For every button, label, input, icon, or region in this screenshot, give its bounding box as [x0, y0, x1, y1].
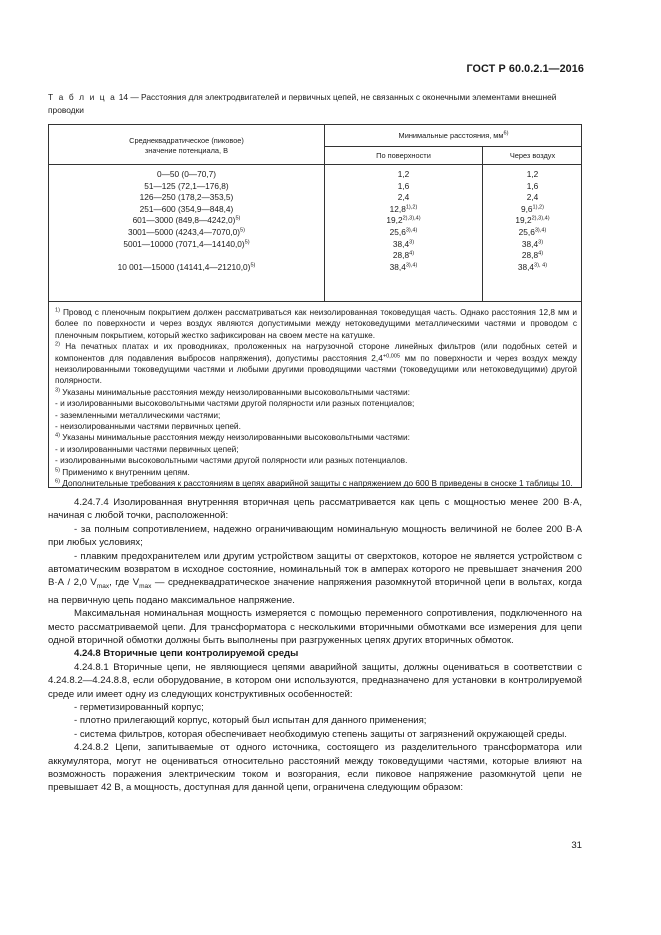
cell-voltage-footnote: 5): [250, 262, 256, 269]
cell-surface: [325, 227, 482, 238]
cell-voltage: [49, 262, 324, 273]
note-5-marker: 5): [55, 467, 60, 474]
cell-surface-value: 25,6: [389, 227, 406, 237]
cell-voltage-value: 51—125 (72,1—176,8): [144, 180, 229, 191]
paragraph-4-24-8-1: 4.24.8.1 Вторичные цепи, не являющиеся цепями аварийной защиты, должны оцениваться в соответствии с 4.24.8.2—4.24.8.8, если оборудование, в котором они используются, предназначено для установки в контролируемой среде или имеет одну из следующих конструктивных особенностей:: [48, 661, 582, 700]
note-2-text-a: На печатных платах и их проводниках, проложенных на нагрузочной стороне линейных фильтров (или подобных сетей и компонентов для подавления выбросов напряжения), допустимы расстояния 2,4: [55, 341, 577, 363]
cell-air-footnote: 3),4): [534, 227, 547, 234]
cell-air-value: 2,4: [526, 192, 539, 203]
note-5-text: Применимо к внутренним цепям.: [62, 466, 190, 477]
cell-voltage-value: 5001—10000 (7071,4—14140,0): [123, 238, 245, 249]
note-4-text: Указаны минимальные расстояния между неизолированными высоковольтными частями:: [62, 432, 410, 443]
cell-air: [483, 250, 582, 261]
cell-air-value: 38,4: [521, 238, 539, 249]
cell-air-value: 25,6: [518, 227, 535, 237]
note-1-text: Провод с пленочным покрытием должен рассматриваться как неизолированная токоведущая часть. Однако расстояния 12,8 мм и более по поверхности и через воздух являются допустимыми между нетоковедущими металлическими частями и проводом с пленочным покрытием, который жестко зафиксирован на своем месте на катушке.: [55, 307, 577, 340]
paragraph-4-24-7-4: 4.24.7.4 Изолированная внутренняя вторичная цепь рассматривается как цепь с мощностью менее 200 В·А, начиная с любой точки, расположенной:: [48, 497, 582, 522]
cell-air-value: 28,8: [521, 250, 539, 261]
fuse-text-a: - плавким предохранителем или другим устройством защиты от сверхтоков, которое не является устройством с автоматическим возвратом в исходное состояние, номинальный ток в амперах которого не превышает значения 200 В·А / 2,0 V: [48, 550, 582, 589]
cell-surface-value: 2,4: [397, 192, 410, 203]
cell-air: [483, 204, 582, 215]
cell-surface: [325, 262, 482, 273]
cell-surface-value: 12,8: [389, 203, 406, 214]
cell-surface-footnote: 1),2): [405, 204, 418, 211]
list-item-fuse: [48, 550, 582, 608]
note-4-marker: 4): [55, 432, 60, 439]
cell-surface-value: 38,4: [392, 238, 410, 249]
col-voltage-header: [49, 136, 324, 156]
cell-voltage-value: 3001—5000 (4243,4—7070,0): [127, 227, 241, 237]
cell-surface: [325, 192, 482, 203]
page-number: 31: [571, 840, 582, 851]
cell-surface-value: 38,4: [389, 261, 406, 272]
cell-surface-footnote: 3),4): [405, 262, 418, 269]
cell-voltage: [49, 239, 324, 250]
list-item-sealed: - герметизированный корпус;: [74, 702, 204, 713]
cell-voltage-footnote: 5): [240, 227, 246, 234]
cell-air-value: 1,6: [526, 180, 539, 191]
fuse-text-b: , где V: [109, 577, 140, 589]
note-6-text: Дополнительные требования к расстояниям в цепях аварийной защиты с напряжением до 600 В приведены в сноске 1 таблицы 10.: [62, 478, 573, 489]
section-heading-4-24-8: 4.24.8 Вторичные цепи контролируемой среды: [74, 648, 299, 660]
cell-surface: [325, 215, 482, 226]
table-caption-label: Т а б л и ц а: [48, 92, 117, 102]
col-voltage-header-line1: Среднеквадратическое (пиковое): [129, 136, 244, 145]
cell-voltage-footnote: 5): [235, 215, 241, 222]
paragraph-max-power: Максимальная номинальная мощность измеряется с помощью переменного сопротивления, подключенного на место рассматриваемой цепи. Для трансформатора с несколькими вторичными обмотками все измерения для цепи одной вторичной обмотки должны быть выполнены при разгруженных цепях других вторичных обмоток.: [48, 608, 582, 646]
cell-air-footnote: 3): [538, 239, 544, 246]
note-2: [55, 341, 577, 387]
cell-voltage-value: 126—250 (178,2—353,5): [139, 192, 234, 203]
note-4-item-2: - изолированными высоковольтными частями другой полярности или разных потенциалов.: [55, 455, 408, 466]
cell-surface-value: 1,2: [397, 169, 410, 179]
cell-surface: [325, 169, 482, 180]
cell-air-footnote: 2),3),4): [531, 215, 550, 222]
cell-surface-value: 1,6: [397, 180, 410, 191]
cell-voltage: [49, 204, 324, 215]
cell-voltage: [49, 192, 324, 203]
cell-surface: [325, 250, 482, 261]
cell-voltage-value: 601—3000 (849,8—4242,0): [132, 215, 236, 226]
note-2-tolerance: +0,005: [382, 353, 401, 360]
cell-voltage-footnote: 5): [244, 239, 250, 246]
note-6: [55, 478, 577, 489]
note-2-text-b: мм по поверхности и через воздух между неизолированными токоведущими частями и любыми другими проводящими частями (токоведущими или нетоковедущими) другой полярности.: [55, 352, 577, 386]
col-group-header: [325, 131, 582, 141]
cell-air: [483, 227, 582, 238]
col-surface-header: По поверхности: [376, 151, 431, 160]
cell-air: [483, 215, 582, 226]
list-item-impedance: - за полным сопротивлением, надежно ограничивающим номинальную мощность величиной не более 200 В·А при любых условиях;: [48, 523, 582, 549]
cell-surface-footnote: 4): [409, 250, 415, 257]
cell-surface: [325, 239, 482, 250]
note-4-item-1: - и изолированными частями первичных цепей;: [55, 443, 239, 454]
cell-voltage: [49, 227, 324, 238]
cell-air-footnote: 1),2): [532, 204, 545, 211]
cell-air: [483, 239, 582, 250]
cell-surface-footnote: 3): [409, 239, 415, 246]
note-2-marker: 2): [55, 341, 60, 348]
cell-surface-footnote: 2),3),4): [402, 215, 421, 222]
note-5: [55, 467, 577, 478]
table-caption-text: 14 — Расстояния для электродвигателей и первичных цепей, не связанных с оконечными элементами внешней проводки: [48, 92, 557, 115]
col-group-header-sup: 6): [503, 130, 509, 137]
cell-air: [483, 192, 582, 203]
cell-surface: [325, 204, 482, 215]
note-3-item-3: - неизолированными частями первичных цепей.: [55, 421, 241, 432]
note-1-marker: 1): [55, 307, 60, 314]
table-caption: [48, 91, 588, 116]
cell-voltage-value: 10 001—15000 (14141,4—21210,0): [117, 261, 251, 272]
fuse-vmax-sub-2: max: [139, 583, 152, 591]
cell-air-value: 1,2: [526, 169, 539, 179]
note-3-text: Указаны минимальные расстояния между неизолированными высоковольтными частями:: [62, 386, 410, 397]
note-3-marker: 3): [55, 387, 60, 394]
fuse-vmax-sub-1: max: [96, 583, 110, 591]
cell-air-value: 38,4: [517, 261, 535, 272]
cell-surface: [325, 181, 482, 192]
note-3: [55, 387, 577, 398]
fuse-text-c: — среднеквадратическое значение напряжения разомкнутой вторичной цепи в вольтах, когда на первичную цепь подано максимальное напряжение.: [48, 577, 582, 606]
body-text: [48, 496, 582, 795]
cell-voltage: [49, 181, 324, 192]
note-3-item-2: - заземленными металлическими частями;: [55, 409, 221, 420]
cell-surface-footnote: 3),4): [405, 227, 418, 234]
cell-air-footnote: 4): [538, 250, 544, 257]
table-notes: [55, 307, 577, 490]
cell-voltage-value: 0—50 (0—70,7): [156, 169, 217, 179]
cell-air: [483, 169, 582, 180]
cell-voltage: [49, 169, 324, 180]
note-6-marker: 6): [55, 478, 60, 485]
note-4: [55, 432, 577, 443]
col-voltage-header-line2: значение потенциала, В: [144, 146, 229, 155]
col-air-header: Через воздух: [509, 151, 556, 160]
cell-voltage-value: 251—600 (354,9—848,4): [139, 203, 234, 214]
cell-surface-value: 19,2: [386, 215, 403, 226]
cell-air-value: 19,2: [515, 215, 532, 226]
cell-air: [483, 181, 582, 192]
list-item-filters: - система фильтров, которая обеспечивает необходимую степень защиты от загрязнений окружающей среды.: [74, 728, 567, 740]
list-item-tight: - плотно прилегающий корпус, который был испытан для данного применения;: [74, 715, 427, 727]
document-id: ГОСТ Р 60.0.2.1—2016: [466, 63, 584, 75]
cell-air-value: 9,6: [520, 203, 533, 214]
cell-air-footnote: 3), 4): [534, 262, 548, 269]
paragraph-4-24-8-2: 4.24.8.2 Цепи, запитываемые от одного источника, состоящего из разделительного трансформатора или аккумулятора, могут не оцениваться относительно расстояний между токоведущими частями, которые влияют на возможность поражения электрическим током и возгорания, если пиковое напряжение разомкнутой цепи не превышает 42 В, а мощность, доступная для данной цепи, ограничена следующим образом:: [48, 742, 582, 794]
cell-air: [483, 262, 582, 273]
cell-voltage: [49, 215, 324, 226]
note-1: [55, 307, 577, 341]
cell-surface-value: 28,8: [392, 250, 410, 261]
note-3-item-1: - и изолированными высоковольтными частями другой полярности или разных потенциалов;: [55, 398, 415, 409]
col-group-header-text: Минимальные расстояния, мм: [398, 131, 504, 140]
